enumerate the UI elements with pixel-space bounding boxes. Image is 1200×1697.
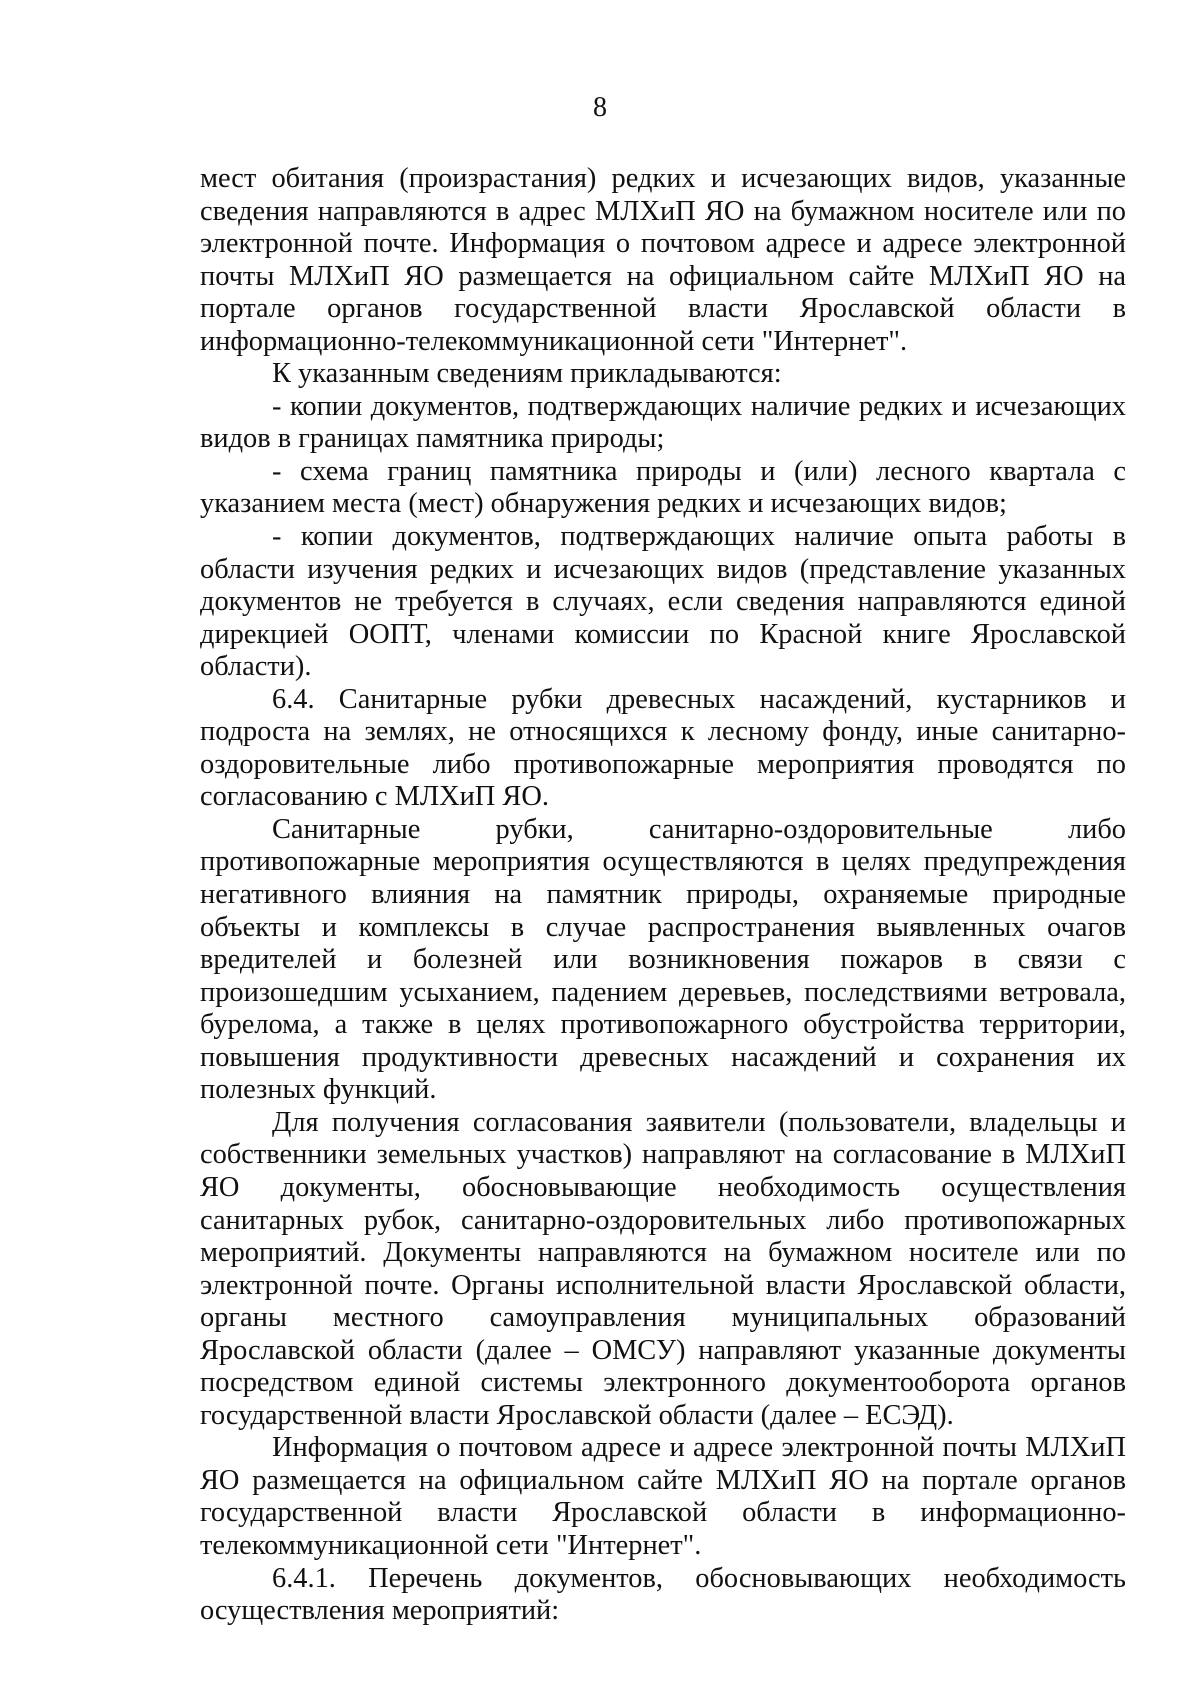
paragraph-section-6-4: 6.4. Санитарные рубки древесных насаждений, кустарников и подроста на землях, не относящихся к лесному фонду, иные санитарно-оздоровительные либо противопожарные мероприятия проводятся по согласованию с МЛХиП ЯО. <box>200 683 1126 813</box>
paragraph-continuation: мест обитания (произрастания) редких и исчезающих видов, указанные сведения направляются в адрес МЛХиП ЯО на бумажном носителе или по электронной почте. Информация о почтовом адресе и адресе электронной почты МЛХиП ЯО размещается на официальном сайте МЛХиП ЯО на портале органов государственной власти Ярославской области в информационно-телекоммуникационной сети "Интернет". <box>200 163 1126 357</box>
list-item-experience-documents: - копии документов, подтверждающих наличие опыта работы в области изучения редких и исчезающих видов (представление указанных документов не требуется в случаях, если сведения направляются единой дирекцией ООПТ, членами комиссии по Красной книге Ярославской области). <box>200 521 1126 683</box>
list-item-boundary-scheme: - схема границ памятника природы и (или) лесного квартала с указанием места (мест) обнаружения редких и исчезающих видов; <box>200 455 1126 520</box>
list-item-documents-species: - копии документов, подтверждающих наличие редких и исчезающих видов в границах памятника природы; <box>200 390 1126 455</box>
page-number: 8 <box>593 92 607 123</box>
document-body <box>200 163 1126 1628</box>
paragraph-sanitary-purposes: Санитарные рубки, санитарно-оздоровительные либо противопожарные мероприятия осуществляются в целях предупреждения негативного влияния на памятник природы, охраняемые природные объекты и комплексы в случае распространения выявленных очагов вредителей и болезней или возникновения пожаров в связи с произошедшим усыханием, падением деревьев, последствиями ветровала, бурелома, а также в целях противопожарного обустройства территории, повышения продуктивности древесных насаждений и сохранения их полезных функций. <box>200 813 1126 1106</box>
paragraph-attachments-intro: К указанным сведениям прикладываются: <box>272 358 782 390</box>
paragraph-contact-info: Информация о почтовом адресе и адресе электронной почты МЛХиП ЯО размещается на официальном сайте МЛХиП ЯО на портале органов государственной власти Ярославской области в информационно-телекоммуникационной сети "Интернет". <box>200 1432 1126 1561</box>
paragraph-approval-procedure: Для получения согласования заявители (пользователи, владельцы и собственники земельных участков) направляют на согласование в МЛХиП ЯО документы, обосновывающие необходимость осуществления санитарных рубок, санитарно-оздоровительных либо противопожарных мероприятий. Документы направляются на бумажном носителе или по электронной почте. Органы исполнительной власти Ярославской области, органы местного самоуправления муниципальных образований Ярославской области (далее – ОМСУ) направляют указанные документы посредством единой системы электронного документооборота органов государственной власти Ярославской области (далее – ЕСЭД). <box>200 1106 1126 1431</box>
paragraph-section-6-4-1: 6.4.1. Перечень документов, обосновывающих необходимость осуществления мероприятий: <box>200 1562 1126 1627</box>
